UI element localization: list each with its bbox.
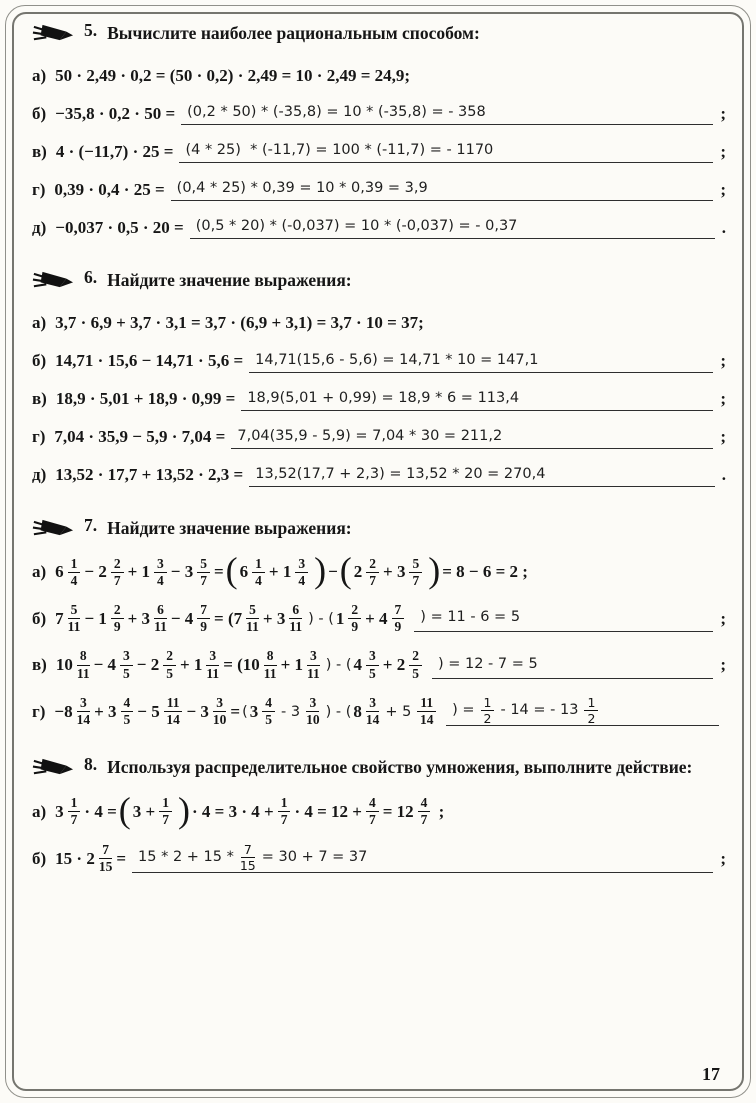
fraction: $\frac{3}{10}$ (306, 695, 320, 728)
printed-text: 3,7 · 6,9 + 3,7 · 3,1 = 3,7 · (6,9 + 3,1) = 3,7 · 10 = 37; (55, 313, 424, 332)
printed-text: · 4 = 3 · 4 + (191, 801, 274, 821)
exercise-item (32, 138, 726, 165)
handwritten-answer (253, 352, 540, 368)
fraction: $\frac{8}{11}$ (263, 648, 277, 681)
fraction: $\frac{3}{14}$ (365, 695, 380, 728)
exercise-5 (32, 20, 726, 241)
exercise-header (32, 754, 726, 780)
printed-text: = (230, 701, 241, 721)
handwritten-text: (0,2 * 50) * (-35,8) = 10 * (-35,8) = - 358 (187, 104, 486, 121)
item-label: д) (32, 217, 47, 237)
fraction: $\frac{1}{4}$ (68, 557, 81, 588)
item-label: а) (32, 313, 47, 332)
item-punctuation: ; (720, 103, 726, 123)
answer-blank[interactable] (171, 176, 714, 201)
printed-expression (55, 104, 175, 124)
printed-text: 3 + (132, 801, 156, 821)
handwritten-text: 18,9(5,01 + 0,99) = 18,9 * 6 = 113,4 (247, 389, 520, 406)
printed-text: 18,9 · 5,01 + 18,9 · 0,99 = (55, 389, 236, 408)
printed-expression (55, 218, 183, 238)
fraction: $\frac{2}{5}$ (409, 649, 422, 680)
printed-text: 10 (55, 655, 73, 675)
item-punctuation: ; (720, 655, 726, 675)
fraction: $\frac{3}{11}$ (307, 648, 320, 681)
printed-expression (55, 843, 126, 874)
item-punctuation: ; (720, 608, 726, 628)
printed-expression (54, 427, 225, 447)
big-parenthesis: ) (428, 550, 441, 591)
printed-text: − 3 (170, 562, 194, 582)
printed-text: + 1 (280, 655, 303, 675)
printed-text: + 3 (94, 701, 117, 721)
exercise-item (32, 462, 726, 489)
item-label: а) (32, 801, 47, 821)
handwritten-text: (4 * 25) * (-11,7) = 100 * (-11,7) = - 1170 (185, 142, 494, 159)
handwritten-text: ) - ( (308, 610, 334, 627)
item-punctuation: . (721, 217, 726, 237)
page-number: 17 (702, 1064, 720, 1084)
printed-text: −35,8 · 0,2 · 50 = (55, 103, 176, 123)
handwritten-text: 13,52(17,7 + 2,3) = 13,52 * 20 = 270,4 (255, 465, 546, 482)
fraction: $\frac{4}{5}$ (121, 696, 134, 727)
workbook-page (32, 20, 726, 901)
printed-text: · 4 = 12 + (294, 801, 362, 821)
fraction: $\frac{5}{11}$ (246, 602, 259, 635)
printed-text: 13,52 · 17,7 + 13,52 · 2,3 = (55, 465, 244, 484)
exercise-number: 7. (84, 514, 98, 535)
handwritten-text: - 14 = - 13 (500, 702, 579, 719)
pencil-icon (32, 756, 74, 779)
exercise-header (32, 267, 726, 293)
item-label: д) (32, 465, 47, 484)
exercise-item (32, 62, 726, 89)
fraction: $\frac{3}{4}$ (154, 557, 167, 588)
exercise-items (32, 789, 726, 875)
exercise-item (32, 424, 726, 451)
printed-text: 10 (242, 655, 260, 675)
printed-text: + 3 (383, 562, 406, 582)
item-label: б) (32, 608, 47, 628)
fraction: $\frac{4}{7}$ (418, 796, 431, 827)
exercise-item (32, 386, 726, 413)
fraction: $\frac{3}{14}$ (76, 695, 91, 728)
exercise-title: Найдите значение выражения: (107, 270, 352, 291)
printed-text: = ( (214, 608, 234, 628)
exercise-7 (32, 515, 726, 729)
handwritten-text: ) - ( (325, 657, 352, 674)
answer-blank[interactable] (231, 424, 713, 449)
item-label: г) (32, 427, 46, 446)
printed-text: + 3 (127, 608, 151, 628)
item-punctuation: ; (720, 179, 726, 199)
printed-text: + 1 (268, 562, 292, 582)
handwritten-text: = 30 + 7 = 37 (261, 849, 368, 866)
handwritten-text: ) - ( (325, 703, 352, 720)
printed-text: − 1 (84, 608, 107, 628)
exercise-number: 6. (84, 267, 98, 288)
handwritten-text: 7,04(35,9 - 5,9) = 7,04 * 30 = 211,2 (237, 427, 503, 444)
fraction: $\frac{1}{4}$ (252, 557, 265, 588)
printed-text: + 1 (127, 562, 151, 582)
answer-blank[interactable] (190, 214, 715, 239)
fraction: $\frac{6}{11}$ (154, 602, 167, 635)
fraction: $\frac{4}{5}$ (262, 696, 275, 727)
handwritten-answer (136, 843, 369, 872)
answer-blank[interactable] (179, 138, 713, 163)
exercise-item (32, 100, 726, 127)
printed-expression (54, 180, 164, 200)
handwritten-text: + 5 (385, 703, 412, 720)
printed-text: 4 · (−11,7) · 25 = (55, 141, 174, 161)
fraction: $\frac{1}{7}$ (68, 796, 81, 827)
item-punctuation: . (721, 465, 726, 484)
fraction: $\frac{2}{7}$ (111, 557, 124, 588)
printed-text: −8 (54, 701, 73, 721)
printed-text: − 2 (84, 562, 107, 582)
printed-text: 50 · 2,49 · 0,2 = (50 · 0,2) · 2,49 = 10 · 2,49 = 24,9; (55, 65, 411, 85)
printed-expression (56, 389, 235, 409)
fraction: $\frac{2}{5}$ (163, 649, 176, 680)
printed-text: 15 · 2 (55, 848, 95, 868)
fraction: $\frac{3}{11}$ (206, 648, 220, 681)
handwritten-answer (183, 142, 495, 158)
handwritten-answer (418, 609, 522, 625)
printed-expression (55, 66, 410, 86)
pencil-icon (32, 517, 74, 540)
exercise-number: 5. (84, 20, 98, 40)
answer-blank[interactable] (241, 386, 713, 411)
printed-text: 0,39 · 0,4 · 25 = (54, 179, 165, 199)
printed-expression (55, 465, 243, 485)
fraction: $\frac{1}{7}$ (159, 796, 172, 827)
handwritten-text: ) = 11 - 6 = 5 (420, 609, 521, 626)
printed-text: − 4 (170, 608, 194, 628)
fraction: $\frac{11}{14}$ (417, 696, 436, 727)
exercise-item (32, 843, 726, 875)
item-label: в) (32, 655, 47, 675)
big-parenthesis: ( (118, 789, 131, 830)
item-punctuation: ; (720, 848, 726, 868)
exercise-items (32, 62, 726, 241)
printed-text: 7 (233, 608, 243, 628)
exercise-header (32, 20, 726, 46)
printed-text: 14,71 · 15,6 − 14,71 · 5,6 = (55, 351, 244, 370)
handwritten-text: (0,5 * 20) * (-0,037) = 10 * (-0,037) = - 0,37 (195, 218, 518, 235)
fraction: $\frac{2}{7}$ (366, 557, 379, 588)
handwritten-text: 14,71(15,6 - 5,6) = 14,71 * 10 = 147,1 (255, 351, 539, 368)
pencil-icon (32, 269, 74, 292)
exercise-title: Найдите значение выражения: (107, 517, 352, 538)
item-label: б) (32, 848, 47, 868)
exercise-title: Вычислите наиболее рациональным способом: (107, 23, 480, 43)
handwritten-text: 15 * 2 + 15 * (138, 849, 234, 866)
exercise-item (32, 550, 726, 591)
exercise-item (32, 696, 726, 728)
fraction: $\frac{4}{7}$ (366, 796, 379, 827)
fraction: $\frac{7}{9}$ (197, 603, 210, 634)
printed-text: = 8 − 6 = 2 ; (442, 562, 528, 582)
printed-text: + 3 (262, 608, 286, 628)
handwritten-answer (245, 390, 521, 406)
fraction: $\frac{2}{9}$ (111, 603, 124, 634)
handwritten-text: - 3 (281, 703, 301, 720)
exercise-item (32, 310, 726, 337)
exercise-item (32, 348, 726, 375)
item-punctuation: ; (720, 141, 726, 161)
handwritten-answer (436, 656, 540, 672)
printed-expression (56, 649, 426, 680)
fraction: $\frac{5}{11}$ (67, 602, 81, 635)
printed-expression (56, 142, 174, 162)
fraction: $\frac{6}{11}$ (289, 602, 303, 635)
fraction: $\frac{2}{9}$ (348, 603, 361, 634)
printed-expression (55, 550, 528, 591)
printed-text: + 2 (382, 655, 406, 675)
answer-blank[interactable] (249, 348, 713, 373)
big-parenthesis: ( (225, 550, 238, 591)
fraction: $\frac{1}{7}$ (278, 796, 291, 827)
exercise-items (32, 550, 726, 728)
exercise-item (32, 603, 726, 634)
printed-expression (54, 696, 440, 727)
printed-text: · 4 = (84, 801, 117, 821)
item-label: а) (32, 65, 47, 85)
big-parenthesis: ) (314, 550, 327, 591)
fraction: $\frac{11}{14}$ (164, 696, 183, 727)
handwritten-answer (185, 104, 488, 120)
printed-text: 6 (239, 562, 249, 582)
item-punctuation: ; (720, 351, 726, 370)
printed-text: = (116, 848, 127, 868)
printed-text: 8 (353, 701, 362, 721)
printed-text: 3 (249, 701, 259, 721)
printed-text: − 2 (136, 655, 160, 675)
printed-text: 1 (335, 608, 345, 628)
exercise-item (32, 176, 726, 203)
pencil-icon (32, 22, 74, 45)
fraction: $\frac{1}{2}$ (584, 696, 598, 725)
handwritten-answer (235, 428, 504, 444)
printed-text: − 4 (93, 655, 117, 675)
exercise-8 (32, 754, 726, 875)
printed-text: 7,04 · 35,9 − 5,9 · 7,04 = (54, 427, 226, 446)
fraction: $\frac{5}{7}$ (409, 557, 422, 588)
fraction: $\frac{7}{15}$ (98, 842, 113, 875)
printed-text: + 1 (179, 655, 203, 675)
printed-expression (55, 351, 243, 371)
printed-text: + 4 (365, 608, 388, 628)
item-label: б) (32, 103, 47, 123)
handwritten-answer (450, 696, 602, 725)
item-label: г) (32, 701, 46, 721)
answer-blank[interactable] (432, 649, 713, 678)
printed-text: 4 (353, 655, 363, 675)
printed-text: − 5 (137, 701, 160, 721)
answer-blank[interactable] (414, 603, 713, 632)
printed-text: − (328, 562, 338, 582)
fraction: $\frac{1}{2}$ (481, 696, 495, 725)
printed-text: = ( (223, 655, 243, 675)
printed-expression (55, 313, 424, 333)
item-punctuation: ; (720, 427, 726, 446)
handwritten-text: ( (242, 703, 248, 720)
fraction: $\frac{7}{9}$ (392, 603, 405, 634)
big-parenthesis: ( (339, 550, 352, 591)
answer-blank[interactable] (132, 843, 713, 873)
item-punctuation: ; (720, 389, 726, 408)
item-label: в) (32, 141, 47, 161)
big-parenthesis: ) (177, 789, 190, 830)
handwritten-answer (253, 466, 547, 482)
item-label: б) (32, 351, 47, 370)
exercise-title: Используя распределительное свойство умножения, выполните действие: (107, 757, 693, 778)
handwritten-text: ) = (452, 702, 475, 719)
printed-text: 3 (55, 801, 64, 821)
printed-expression (55, 789, 445, 830)
fraction: $\frac{8}{11}$ (76, 648, 90, 681)
handwritten-answer (194, 218, 520, 234)
exercise-number: 8. (84, 754, 98, 775)
handwritten-answer (175, 180, 430, 196)
exercise-6 (32, 267, 726, 488)
printed-text: −0,037 · 0,5 · 20 = (55, 217, 184, 237)
printed-expression (55, 603, 408, 634)
exercise-item (32, 789, 726, 830)
fraction: $\frac{3}{5}$ (120, 649, 133, 680)
printed-text: 2 (353, 562, 363, 582)
printed-text: − 3 (186, 701, 209, 721)
item-label: а) (32, 562, 47, 582)
printed-text: = 12 (382, 801, 414, 821)
answer-blank[interactable] (249, 462, 715, 487)
fraction: $\frac{5}{7}$ (197, 557, 210, 588)
fraction: $\frac{7}{15}$ (239, 841, 256, 873)
exercise-item (32, 214, 726, 241)
printed-text: 6 (55, 562, 64, 582)
printed-text: = (213, 562, 224, 582)
exercise-items (32, 310, 726, 489)
printed-text: 7 (55, 608, 64, 628)
printed-text: ; (434, 801, 445, 821)
fraction: $\frac{3}{10}$ (212, 695, 227, 728)
fraction: $\frac{3}{4}$ (295, 557, 308, 588)
handwritten-text: (0,4 * 25) * 0,39 = 10 * 0,39 = 3,9 (176, 180, 428, 197)
item-label: г) (32, 179, 46, 199)
exercise-item (32, 649, 726, 680)
answer-blank[interactable] (181, 100, 713, 125)
answer-blank[interactable] (446, 696, 719, 726)
handwritten-text: ) = 12 - 7 = 5 (437, 655, 538, 672)
exercise-header (32, 515, 726, 541)
item-label: в) (32, 389, 47, 408)
fraction: $\frac{3}{5}$ (366, 649, 379, 680)
